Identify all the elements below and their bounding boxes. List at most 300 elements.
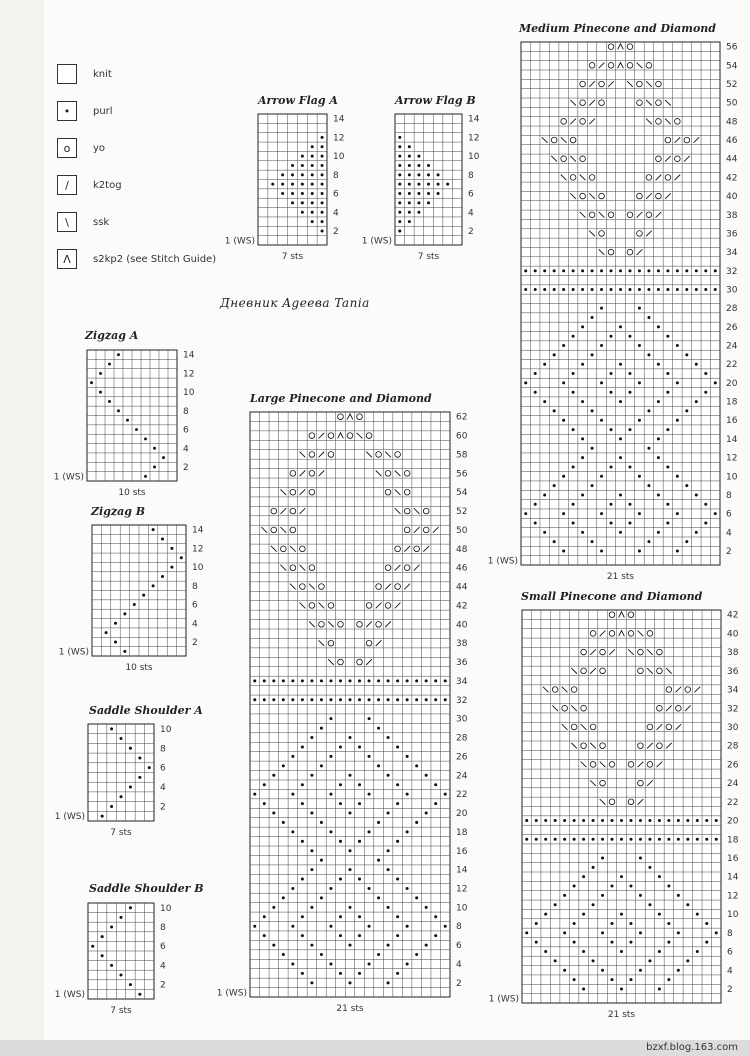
purl-stitch [620,819,623,822]
purl-stitch [339,878,342,881]
row-number: 34 [726,248,738,259]
legend-label-k2tog: k2tog [93,180,122,191]
row-number: 52 [456,507,468,518]
purl-stitch [263,698,266,701]
purl-stitch [705,819,708,822]
purl-stitch [619,456,622,459]
purl-stitch [291,183,294,186]
purl-stitch [291,192,294,195]
purl-stitch [667,838,670,841]
row-number: 22 [456,790,468,801]
row-number: 36 [456,658,468,669]
row-number: 12 [727,891,739,902]
purl-stitch [358,679,361,682]
purl-stitch [534,269,537,272]
purl-stitch [592,959,595,962]
purl-stitch [666,372,669,375]
purl-stitch [444,698,447,701]
row-number: 22 [727,797,739,808]
purl-stitch [427,173,430,176]
purl-stitch [695,400,698,403]
purl-stitch [647,484,650,487]
purl-stitch [628,288,631,291]
purl-stitch [291,164,294,167]
purl-stitch [628,269,631,272]
purl-stitch [263,679,266,682]
row-number: 12 [468,133,480,144]
purl-stitch [619,493,622,496]
s2kp2-icon: Λ [57,249,77,269]
purl-stitch [408,192,411,195]
purl-stitch [553,484,556,487]
stitch-count-label: 21 sts [336,1004,364,1014]
purl-stitch [444,925,447,928]
purl-stitch [281,173,284,176]
footer [0,1040,750,1056]
row-number: 8 [726,490,732,501]
purl-stitch [685,540,688,543]
purl-stitch [406,925,409,928]
row-number: 4 [456,959,462,970]
purl-stitch [282,821,285,824]
purl-stitch [658,950,661,953]
purl-stitch [320,821,323,824]
purl-stitch [573,819,576,822]
row-number: 10 [192,563,204,574]
purl-stitch [686,903,689,906]
ws-row-label: 1 (WS) [487,556,518,567]
purl-stitch [329,679,332,682]
ws-row-label: 1 (WS) [53,472,84,483]
purl-stitch [358,934,361,937]
purl-stitch [123,612,126,615]
purl-stitch [320,698,323,701]
purl-stitch [573,838,576,841]
purl-stitch [396,840,399,843]
row-number: 4 [192,619,198,630]
purl-stitch [348,811,351,814]
row-number: 40 [726,192,738,203]
row-number: 40 [456,620,468,631]
purl-stitch [535,941,538,944]
title-zigzag-a: Zigzag A [85,329,139,342]
purl-stitch [90,381,93,384]
purl-stitch [291,755,294,758]
purl-stitch [600,549,603,552]
purl-stitch [368,887,371,890]
purl-stitch [581,493,584,496]
purl-stitch [329,887,332,890]
row-number: 26 [726,322,738,333]
row-number: 24 [726,341,738,352]
purl-stitch [610,288,613,291]
purl-stitch [647,447,650,450]
purl-stitch [310,679,313,682]
purl-stitch [398,136,401,139]
purl-stitch [320,859,323,862]
purl-stitch [619,363,622,366]
purl-stitch [696,819,699,822]
purl-stitch [695,288,698,291]
purl-stitch [657,288,660,291]
purl-stitch [339,698,342,701]
purl-stitch [117,409,120,412]
title-medium-pinecone: Medium Pinecone and Diamond [519,22,716,35]
purl-stitch [282,896,285,899]
row-number: 12 [192,544,204,555]
row-number: 8 [727,928,733,939]
purl-stitch [572,465,575,468]
purl-stitch [658,987,661,990]
purl-stitch [387,736,390,739]
row-number: 8 [468,170,474,181]
purl-stitch [272,679,275,682]
purl-stitch [601,856,604,859]
purl-stitch [329,755,332,758]
purl-stitch [628,391,631,394]
row-number: 38 [726,210,738,221]
purl-stitch [301,173,304,176]
row-number: 28 [726,304,738,315]
purl-stitch [543,288,546,291]
row-number: 58 [456,450,468,461]
purl-stitch [666,503,669,506]
row-number: 14 [456,865,468,876]
purl-stitch [601,838,604,841]
purl-stitch [348,944,351,947]
row-number: 10 [160,903,172,914]
purl-stitch [554,838,557,841]
row-number: 4 [468,208,474,219]
purl-stitch [444,679,447,682]
row-number: 16 [727,853,739,864]
purl-stitch [329,698,332,701]
purl-stitch [581,531,584,534]
purl-stitch [301,745,304,748]
purl-stitch [628,503,631,506]
purl-stitch [311,211,314,214]
purl-stitch [339,840,342,843]
purl-stitch [311,155,314,158]
chart-saddle-shoulder-b [48,903,186,1019]
purl-stitch [377,679,380,682]
purl-stitch [657,400,660,403]
purl-stitch [524,512,527,515]
chart-saddle-shoulder-a [48,724,186,841]
purl-stitch [525,838,528,841]
purl-stitch [657,437,660,440]
purl-stitch [406,755,409,758]
purl-stitch [291,925,294,928]
stitch-count-label: 21 sts [606,572,635,582]
purl-stitch [582,838,585,841]
purl-stitch [610,269,613,272]
purl-stitch [573,941,576,944]
purl-stitch [339,679,342,682]
purl-stitch [582,950,585,953]
purl-stitch [398,145,401,148]
row-number: 10 [727,910,739,921]
purl-stitch [657,531,660,534]
row-number: 28 [727,741,739,752]
purl-stitch [619,437,622,440]
stitch-count-label: 7 sts [281,252,304,262]
row-number: 30 [456,714,468,725]
purl-stitch [377,859,380,862]
purl-stitch [320,679,323,682]
row-number: 8 [192,581,198,592]
purl-stitch [301,934,304,937]
purl-stitch [321,201,324,204]
stitch-count-label: 10 sts [118,488,146,498]
purl-stitch [301,802,304,805]
purl-stitch [563,894,566,897]
row-number: 20 [726,378,738,389]
purl-stitch [619,400,622,403]
purl-stitch [600,419,603,422]
purl-stitch [437,183,440,186]
legend-label-ssk: ssk [93,217,110,228]
purl-stitch [263,802,266,805]
row-number: 10 [160,724,172,735]
purl-stitch [301,972,304,975]
purl-stitch [573,922,576,925]
title-large-pinecone: Large Pinecone and Diamond [250,392,432,405]
row-number: 42 [727,610,739,621]
purl-stitch [685,484,688,487]
purl-stitch [714,381,717,384]
purl-stitch [620,950,623,953]
purl-stitch [329,830,332,833]
purl-stitch [666,335,669,338]
purl-stitch [321,220,324,223]
row-number: 56 [726,42,738,53]
chart-arrow-flag-a [218,114,359,265]
purl-stitch [647,540,650,543]
purl-stitch [133,603,136,606]
purl-stitch [535,819,538,822]
purl-stitch [610,391,613,394]
purl-stitch [358,972,361,975]
stitch-count-label: 21 sts [607,1010,636,1020]
row-number: 10 [726,472,738,483]
purl-stitch [311,220,314,223]
purl-stitch [148,766,151,769]
purl-stitch [619,531,622,534]
purl-stitch [368,698,371,701]
purl-stitch [396,972,399,975]
stitch-count-label: 7 sts [110,1006,132,1016]
purl-stitch [647,288,650,291]
purl-stitch [714,269,717,272]
purl-stitch [524,381,527,384]
purl-stitch [525,819,528,822]
purl-stitch [99,391,102,394]
purl-stitch [639,931,642,934]
purl-stitch [406,962,409,965]
purl-stitch [437,192,440,195]
purl-stitch [535,922,538,925]
purl-icon: • [57,101,77,121]
purl-stitch [101,935,104,938]
purl-stitch [114,640,117,643]
purl-stitch [417,192,420,195]
row-number: 6 [456,941,462,952]
purl-stitch [427,164,430,167]
purl-stitch [638,419,641,422]
purl-stitch [591,269,594,272]
purl-stitch [291,962,294,965]
purl-stitch [119,916,122,919]
purl-stitch [446,183,449,186]
purl-stitch [677,838,680,841]
purl-stitch [686,838,689,841]
purl-stitch [161,538,164,541]
purl-stitch [138,776,141,779]
purl-stitch [434,679,437,682]
purl-stitch [310,774,313,777]
purl-stitch [368,717,371,720]
purl-stitch [415,698,418,701]
purl-stitch [434,802,437,805]
row-number: 22 [726,360,738,371]
row-number: 46 [726,136,738,147]
purl-stitch [543,493,546,496]
purl-stitch [543,400,546,403]
purl-stitch [301,783,304,786]
purl-stitch [417,155,420,158]
purl-stitch [408,155,411,158]
row-number: 2 [726,546,732,557]
purl-stitch [591,447,594,450]
row-number: 8 [160,744,166,755]
row-number: 8 [456,922,462,933]
purl-stitch [591,409,594,412]
row-number: 42 [726,173,738,184]
purl-stitch [544,950,547,953]
purl-stitch [415,896,418,899]
legend-label-knit: knit [93,69,112,80]
purl-stitch [398,229,401,232]
purl-stitch [639,894,642,897]
purl-stitch [387,868,390,871]
row-number: 10 [333,152,345,163]
row-number: 6 [160,763,166,774]
k2tog-icon: / [57,175,77,195]
purl-stitch [562,269,565,272]
purl-stitch [129,906,132,909]
purl-stitch [676,344,679,347]
purl-stitch [543,363,546,366]
purl-stitch [572,372,575,375]
purl-stitch [425,698,428,701]
purl-stitch [126,419,129,422]
purl-stitch [572,503,575,506]
purl-stitch [272,774,275,777]
purl-stitch [647,409,650,412]
ws-row-label: 1 (WS) [361,236,392,247]
purl-stitch [142,594,145,597]
row-number: 2 [727,984,733,995]
purl-stitch [368,793,371,796]
row-number: 50 [726,98,738,109]
purl-stitch [291,679,294,682]
purl-stitch [437,173,440,176]
purl-stitch [272,906,275,909]
purl-stitch [339,802,342,805]
purl-stitch [387,944,390,947]
purl-stitch [639,856,642,859]
purl-stitch [600,269,603,272]
purl-stitch [152,528,155,531]
purl-stitch [253,679,256,682]
purl-stitch [301,201,304,204]
purl-stitch [676,549,679,552]
purl-stitch [321,229,324,232]
purl-stitch [592,838,595,841]
purl-stitch [396,783,399,786]
purl-stitch [677,969,680,972]
purl-stitch [129,786,132,789]
purl-stitch [573,978,576,981]
row-number: 20 [456,809,468,820]
purl-stitch [301,183,304,186]
row-number: 56 [456,469,468,480]
row-number: 8 [333,170,339,181]
purl-stitch [666,428,669,431]
purl-stitch [639,838,642,841]
row-number: 18 [727,835,739,846]
row-number: 48 [726,117,738,128]
purl-stitch [667,978,670,981]
purl-stitch [396,934,399,937]
purl-stitch [272,944,275,947]
purl-stitch [534,288,537,291]
purl-stitch [592,866,595,869]
purl-stitch [638,381,641,384]
purl-stitch [685,353,688,356]
purl-stitch [611,819,614,822]
purl-stitch [387,906,390,909]
row-number: 6 [160,942,166,953]
legend-label-s2kp2: s2kp2 (see Stitch Guide) [93,254,217,265]
purl-stitch [715,931,718,934]
purl-stitch [582,819,585,822]
purl-stitch [676,288,679,291]
purl-stitch [534,503,537,506]
purl-stitch [434,915,437,918]
purl-stitch [377,821,380,824]
purl-stitch [123,650,126,653]
purl-stitch [101,954,104,957]
purl-stitch [301,155,304,158]
purl-stitch [611,922,614,925]
purl-stitch [310,698,313,701]
row-number: 18 [456,827,468,838]
purl-stitch [591,353,594,356]
row-number: 52 [726,80,738,91]
purl-stitch [321,164,324,167]
stitch-count-label: 10 sts [125,663,153,673]
purl-stitch [714,512,717,515]
purl-stitch [657,456,660,459]
purl-stitch [715,838,718,841]
purl-stitch [339,745,342,748]
purl-stitch [301,679,304,682]
row-number: 8 [160,923,166,933]
purl-stitch [629,922,632,925]
purl-stitch [406,698,409,701]
